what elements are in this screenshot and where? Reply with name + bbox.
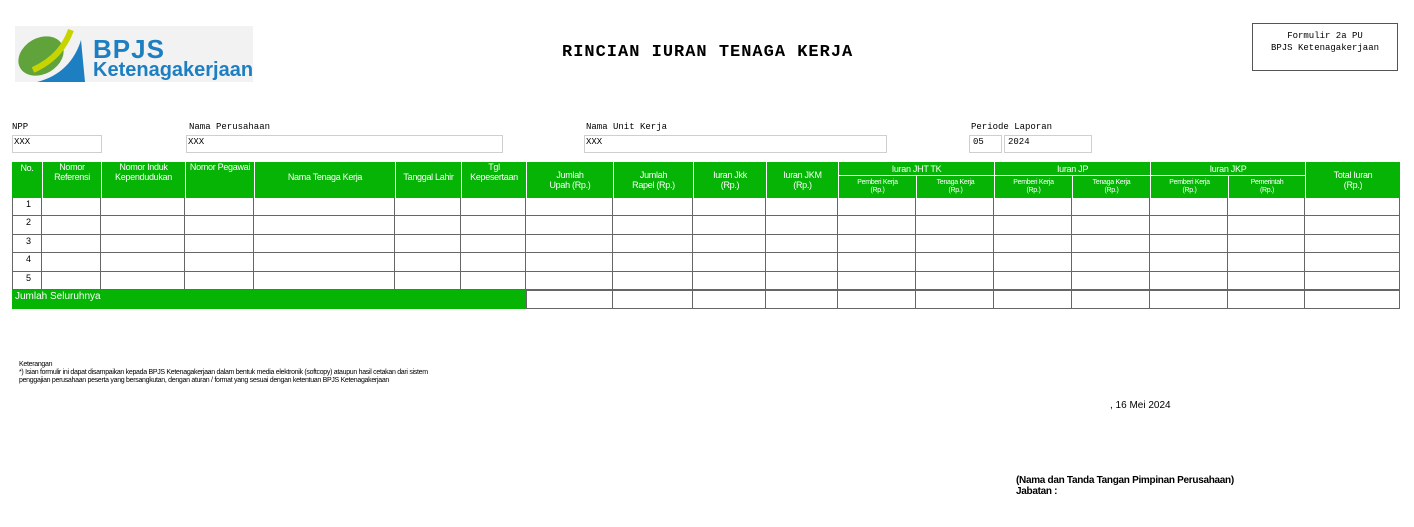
signature-name-label: (Nama dan Tanda Tangan Pimpinan Perusahaan) — [1016, 475, 1234, 486]
row-number-cell: 3 — [12, 235, 42, 253]
col-nama-header: Nama Tenaga Kerja — [254, 162, 395, 198]
total-cell[interactable] — [766, 290, 838, 309]
table-cell[interactable] — [1072, 253, 1150, 271]
table-cell[interactable] — [185, 235, 254, 253]
table-cell[interactable] — [838, 216, 916, 234]
row-number-cell: 2 — [12, 216, 42, 234]
table-cell[interactable] — [838, 235, 916, 253]
col-tanggal-lahir-header: Tanggal Lahir — [395, 162, 461, 198]
table-cell[interactable] — [1072, 216, 1150, 234]
table-cell[interactable] — [42, 198, 101, 216]
col-iuran-jkm-header: Iuran JKM (Rp.) — [766, 162, 838, 198]
jkp-pemberi-kerja-header: Pemberi Kerja (Rp.) — [1150, 176, 1228, 198]
table-cell[interactable] — [1305, 272, 1400, 290]
group-jht-header: Iuran JHT TK — [838, 162, 994, 176]
table-cell[interactable] — [526, 253, 613, 271]
table-cell[interactable] — [42, 272, 101, 290]
table-cell[interactable] — [1150, 198, 1228, 216]
perusahaan-label: Nama Perusahaan — [189, 122, 271, 132]
total-cell[interactable] — [1305, 290, 1400, 309]
table-cell[interactable] — [693, 253, 766, 271]
document-date: , 16 Mei 2024 — [1110, 400, 1171, 411]
total-cell[interactable] — [1072, 290, 1150, 309]
total-cell[interactable] — [994, 290, 1072, 309]
periode-label: Periode Laporan — [971, 122, 1053, 132]
table-cell[interactable] — [766, 216, 838, 234]
unit-kerja-label: Nama Unit Kerja — [586, 122, 668, 132]
table-cell[interactable] — [461, 272, 526, 290]
col-nomor-referensi-header: Nomor Referensi — [42, 162, 101, 198]
col-jumlah-rapel-header: Jumlah Rapel (Rp.) — [613, 162, 693, 198]
periode-month-field[interactable]: 05 — [969, 135, 1002, 153]
table-cell[interactable] — [254, 272, 395, 290]
total-cell[interactable] — [838, 290, 916, 309]
total-cell[interactable] — [916, 290, 994, 309]
table-cell[interactable] — [994, 198, 1072, 216]
table-cell[interactable] — [613, 253, 693, 271]
total-row-label: Jumlah Seluruhnya — [12, 290, 526, 309]
logo-text-bpjs: BPJS — [93, 34, 165, 64]
total-cell[interactable] — [613, 290, 693, 309]
table-cell[interactable] — [1305, 253, 1400, 271]
table-cell[interactable] — [613, 272, 693, 290]
col-no-header: No. — [12, 162, 42, 198]
col-tgl-kepesertaan-header: Tgl Kepesertaan — [461, 162, 526, 198]
table-cell[interactable] — [461, 198, 526, 216]
table-cell[interactable] — [994, 235, 1072, 253]
npp-field[interactable]: XXX — [12, 135, 102, 153]
table-cell[interactable] — [1228, 253, 1305, 271]
table-cell[interactable] — [1305, 216, 1400, 234]
jp-tenaga-kerja-header: Tenaga Kerja (Rp.) — [1072, 176, 1150, 198]
table-cell[interactable] — [185, 198, 254, 216]
table-cell[interactable] — [1150, 253, 1228, 271]
note-line1: *) Isian formulir ini dapat disampaikan kepada BPJS Ketenagakerjaan dalam bentuk media elektronik (softcopy) ataupun hasil cetakan dari sistem — [19, 369, 428, 376]
table-cell[interactable] — [1228, 216, 1305, 234]
total-cell[interactable] — [693, 290, 766, 309]
note-line2: penggajian perusahaan peserta yang bersangkutan, dengan aturan / format yang sesuai dengan ketentuan BPJS Ketenagakerjaan — [19, 377, 389, 384]
col-nik-header: Nomor Induk Kependudukan — [101, 162, 185, 198]
table-cell[interactable] — [461, 235, 526, 253]
table-cell[interactable] — [42, 216, 101, 234]
table-cell[interactable] — [1228, 272, 1305, 290]
form-code-line2: BPJS Ketenagakerjaan — [1270, 43, 1380, 53]
table-cell[interactable] — [1072, 235, 1150, 253]
table-cell[interactable] — [42, 235, 101, 253]
table-cell[interactable] — [101, 198, 185, 216]
npp-label: NPP — [12, 122, 29, 132]
table-cell[interactable] — [838, 253, 916, 271]
table-cell[interactable] — [693, 198, 766, 216]
table-cell[interactable] — [101, 235, 185, 253]
perusahaan-field[interactable]: XXX — [186, 135, 503, 153]
table-cell[interactable] — [395, 235, 461, 253]
table-cell[interactable] — [994, 253, 1072, 271]
table-cell[interactable] — [254, 198, 395, 216]
table-cell[interactable] — [395, 198, 461, 216]
row-number-cell: 4 — [12, 253, 42, 271]
table-cell[interactable] — [693, 235, 766, 253]
jht-tenaga-kerja-header: Tenaga Kerja (Rp.) — [916, 176, 994, 198]
table-cell[interactable] — [526, 198, 613, 216]
table-cell[interactable] — [1228, 235, 1305, 253]
table-cell[interactable] — [185, 272, 254, 290]
row-number-cell: 5 — [12, 272, 42, 290]
form-code-line1: Formulir 2a PU — [1287, 31, 1363, 41]
table-cell[interactable] — [185, 253, 254, 271]
col-jumlah-upah-header: Jumlah Upah (Rp.) — [526, 162, 613, 198]
note-heading: Keterangan — [19, 361, 53, 368]
table-cell[interactable] — [766, 253, 838, 271]
total-cell[interactable] — [1228, 290, 1305, 309]
form-code-box — [1252, 23, 1398, 71]
table-cell[interactable] — [395, 253, 461, 271]
table-cell[interactable] — [1072, 272, 1150, 290]
group-jkp-header: Iuran JKP — [1150, 162, 1305, 176]
group-jp-header: Iuran JP — [994, 162, 1150, 176]
jp-pemberi-kerja-header: Pemberi Kerja (Rp.) — [994, 176, 1072, 198]
table-cell[interactable] — [101, 272, 185, 290]
logo-text-ketenagakerjaan: Ketenagakerjaan — [93, 59, 254, 81]
table-cell[interactable] — [1150, 216, 1228, 234]
table-cell[interactable] — [994, 216, 1072, 234]
table-cell[interactable] — [254, 235, 395, 253]
col-total-iuran-header: Total Iuran (Rp.) — [1305, 162, 1400, 198]
table-cell[interactable] — [1305, 198, 1400, 216]
table-cell[interactable] — [101, 253, 185, 271]
jkp-pemerintah-header: Pemerintah (Rp.) — [1228, 176, 1305, 198]
row-number-cell: 1 — [12, 198, 42, 216]
bpjs-leaf-icon — [15, 26, 93, 82]
table-cell[interactable] — [613, 216, 693, 234]
table-cell[interactable] — [395, 272, 461, 290]
table-cell[interactable] — [693, 216, 766, 234]
table-cell[interactable] — [526, 216, 613, 234]
signature-block — [1016, 475, 1234, 497]
table-cell[interactable] — [42, 253, 101, 271]
table-cell[interactable] — [254, 216, 395, 234]
jht-pemberi-kerja-header: Pemberi Kerja (Rp.) — [838, 176, 916, 198]
page-title: RINCIAN IURAN TENAGA KERJA — [562, 43, 854, 62]
table-cell[interactable] — [994, 272, 1072, 290]
table-cell[interactable] — [526, 235, 613, 253]
table-cell[interactable] — [916, 235, 994, 253]
unit-kerja-field[interactable]: XXX — [584, 135, 887, 153]
signature-jabatan-label: Jabatan : — [1016, 486, 1058, 497]
table-cell[interactable] — [916, 272, 994, 290]
table-cell[interactable] — [1150, 235, 1228, 253]
total-cell[interactable] — [526, 290, 613, 309]
col-nomor-pegawai-header: Nomor Pegawai — [185, 162, 254, 198]
table-cell[interactable] — [1228, 198, 1305, 216]
total-cell[interactable] — [1150, 290, 1228, 309]
table-cell[interactable] — [838, 272, 916, 290]
table-cell[interactable] — [613, 198, 693, 216]
table-cell[interactable] — [916, 216, 994, 234]
table-cell[interactable] — [766, 198, 838, 216]
keterangan-note — [19, 361, 428, 385]
table-cell[interactable] — [1305, 235, 1400, 253]
table-cell[interactable] — [838, 198, 916, 216]
table-cell[interactable] — [526, 272, 613, 290]
table-cell[interactable] — [766, 272, 838, 290]
table-cell[interactable] — [1150, 272, 1228, 290]
table-cell[interactable] — [185, 216, 254, 234]
table-cell[interactable] — [461, 253, 526, 271]
table-cell[interactable] — [254, 253, 395, 271]
table-cell[interactable] — [1072, 198, 1150, 216]
table-cell[interactable] — [461, 216, 526, 234]
table-cell[interactable] — [766, 235, 838, 253]
table-cell[interactable] — [916, 198, 994, 216]
table-cell[interactable] — [916, 253, 994, 271]
table-cell[interactable] — [693, 272, 766, 290]
table-cell[interactable] — [395, 216, 461, 234]
col-iuran-jkk-header: Iuran Jkk (Rp.) — [693, 162, 766, 198]
table-cell[interactable] — [613, 235, 693, 253]
table-cell[interactable] — [101, 216, 185, 234]
periode-year-field[interactable]: 2024 — [1004, 135, 1092, 153]
bpjs-logo — [15, 26, 253, 82]
